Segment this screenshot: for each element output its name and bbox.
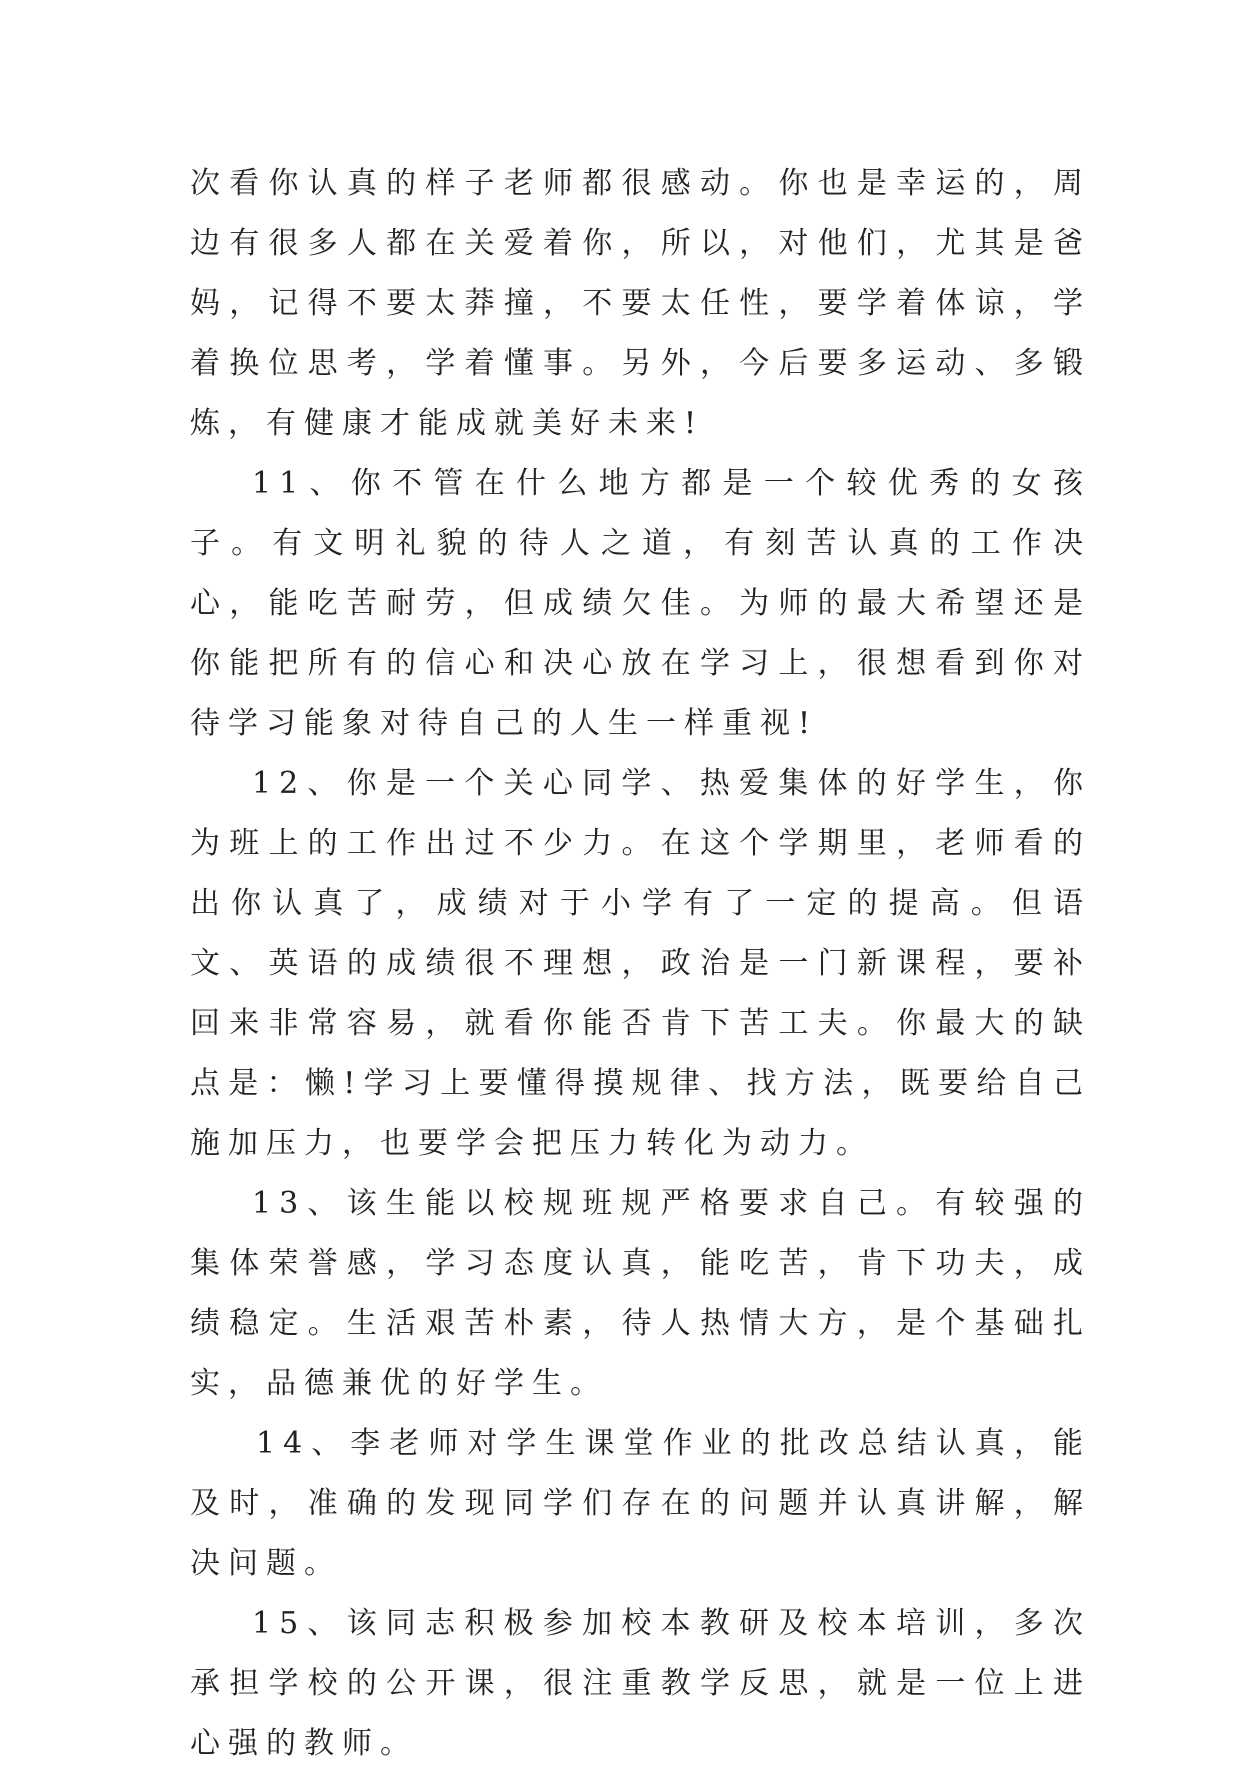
paragraph-12: 12、你是一个关心同学、热爱集体的好学生，你为班上的工作出过不少力。在这个学期里，老师看的出你认真了，成绩对于小学有了一定的提高。但语文、英语的成绩很不理想，政治是一门新课程，要补回来非常容易，就看你能否肯下苦工夫。你最大的缺点是：懒!学习上要懂得摸规律、找方法，既要给自己施加压力，也要学会把压力转化为动力。 — [190, 766, 1091, 1161]
paragraph-11: 11、你不管在什么地方都是一个较优秀的女孩子。有文明礼貌的待人之道，有刻苦认真的工作决心，能吃苦耐劳，但成绩欠佳。为师的最大希望还是你能把所有的信心和决心放在学习上，很想看到你对待学习能象对待自己的人生一样重视! — [190, 466, 1091, 741]
paragraph-15: 15、该同志积极参加校本教研及校本培训，多次承担学校的公开课，很注重教学反思，就是一位上进心强的教师。 — [190, 1606, 1091, 1761]
paragraph-13: 13、该生能以校规班规严格要求自己。有较强的集体荣誉感，学习态度认真，能吃苦，肯下功夫，成绩稳定。生活艰苦朴素，待人热情大方，是个基础扎实，品德兼优的好学生。 — [190, 1186, 1091, 1401]
paragraph-14: 14、李老师对学生课堂作业的批改总结认真，能及时，准确的发现同学们存在的问题并认真讲解，解决问题。 — [190, 1426, 1091, 1581]
paragraph-continued: 次看你认真的样子老师都很感动。你也是幸运的，周边有很多人都在关爱着你，所以，对他们，尤其是爸妈，记得不要太莽撞，不要太任性，要学着体谅，学着换位思考，学着懂事。另外，今后要多运动、多锻炼，有健康才能成就美好未来! — [190, 166, 1091, 441]
